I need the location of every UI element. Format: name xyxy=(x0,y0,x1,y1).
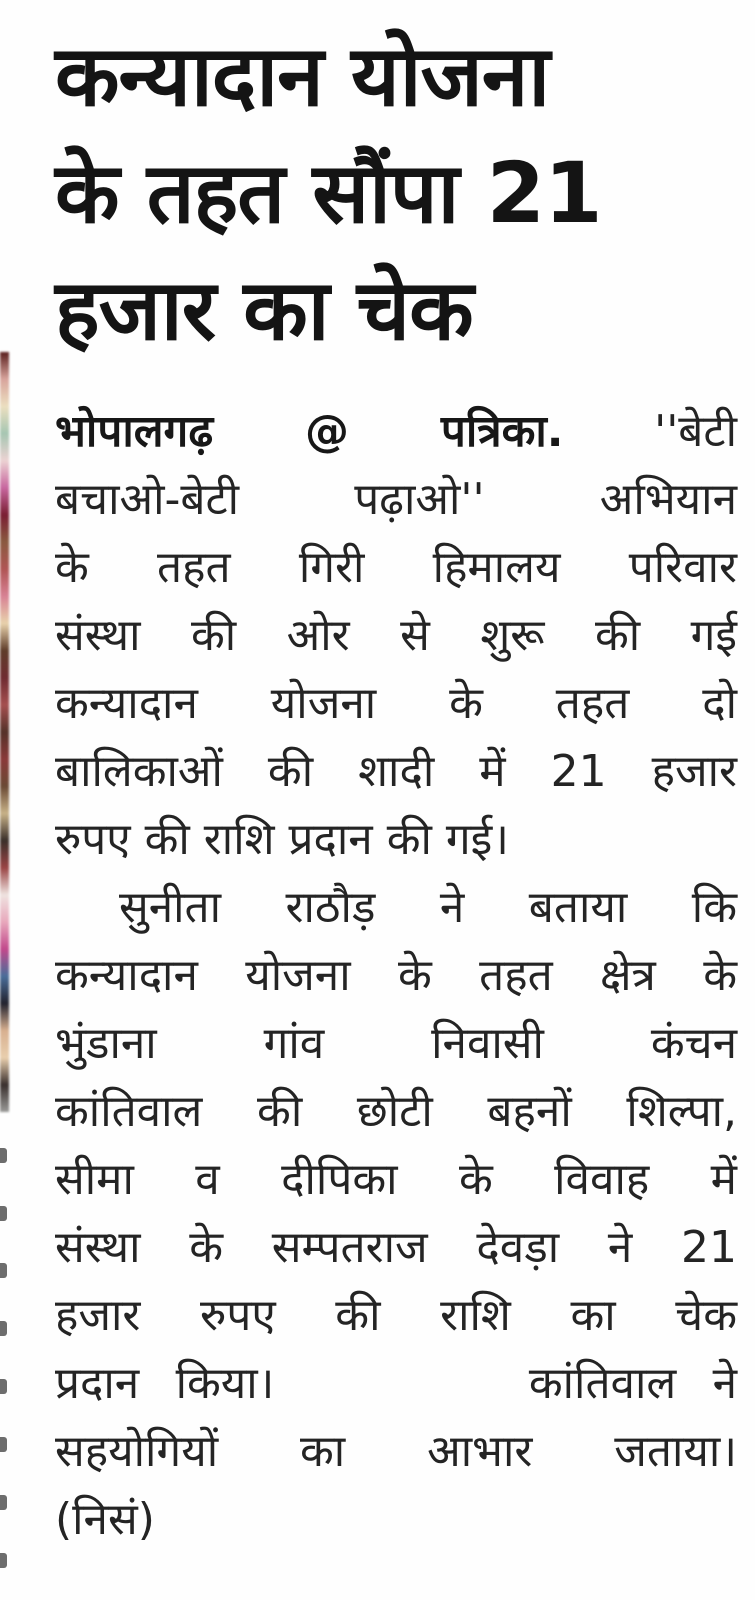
body-line: भुंडाना गांव निवासी कंचन xyxy=(55,1018,737,1069)
body-line: कांतिवाल की छोटी बहनों शिल्पा, xyxy=(55,1086,737,1137)
signoff: (निसं) xyxy=(55,1494,155,1545)
body-line xyxy=(55,398,737,466)
body-line: सहयोगियों का आभार जताया। xyxy=(55,1426,737,1477)
dateline: भोपालगढ़ @ पत्रिका. xyxy=(55,406,564,457)
body-line: रुपए की राशि प्रदान की गई। xyxy=(55,814,509,865)
body-line: संस्था की ओर से शुरू की गई xyxy=(55,610,737,661)
body-line: संस्था के सम्पतराज देवड़ा ने 21 xyxy=(55,1222,737,1273)
body-line: बचाओ-बेटी पढ़ाओ'' अभियान xyxy=(55,474,737,525)
body-line: सुनीता राठौड़ ने बताया कि xyxy=(119,882,737,933)
body-line: सीमा व दीपिका के विवाह में xyxy=(55,1154,737,1205)
left-edge-mark xyxy=(0,1553,7,1568)
left-edge-mark xyxy=(0,1148,7,1163)
clipped-photo-strip xyxy=(0,352,9,1112)
article-body xyxy=(55,398,737,1554)
left-edge-mark xyxy=(0,1495,7,1510)
body-line: प्रदान किया। कांतिवाल ने xyxy=(55,1358,737,1409)
left-edge-mark xyxy=(0,1321,7,1336)
body-line: हजार रुपए की राशि का चेक xyxy=(55,1290,737,1341)
headline-line-2: के तहत सौंपा 21 xyxy=(55,144,602,242)
headline-line-1: कन्यादान योजना xyxy=(55,27,550,125)
headline-line-3: हजार का चेक xyxy=(55,261,473,359)
body-line: कन्यादान योजना के तहत दो xyxy=(55,678,737,729)
left-edge-mark xyxy=(0,1437,7,1452)
left-edge-mark xyxy=(0,1263,7,1278)
article-headline xyxy=(55,18,727,369)
body-line: कन्यादान योजना के तहत क्षेत्र के xyxy=(55,950,737,1001)
body-line-text: ''बेटी xyxy=(654,406,737,457)
left-edge-mark xyxy=(0,1379,7,1394)
body-line: के तहत गिरी हिमालय परिवार xyxy=(55,542,737,593)
left-edge-mark xyxy=(0,1206,7,1221)
body-line: बालिकाओं की शादी में 21 हजार xyxy=(55,746,737,797)
